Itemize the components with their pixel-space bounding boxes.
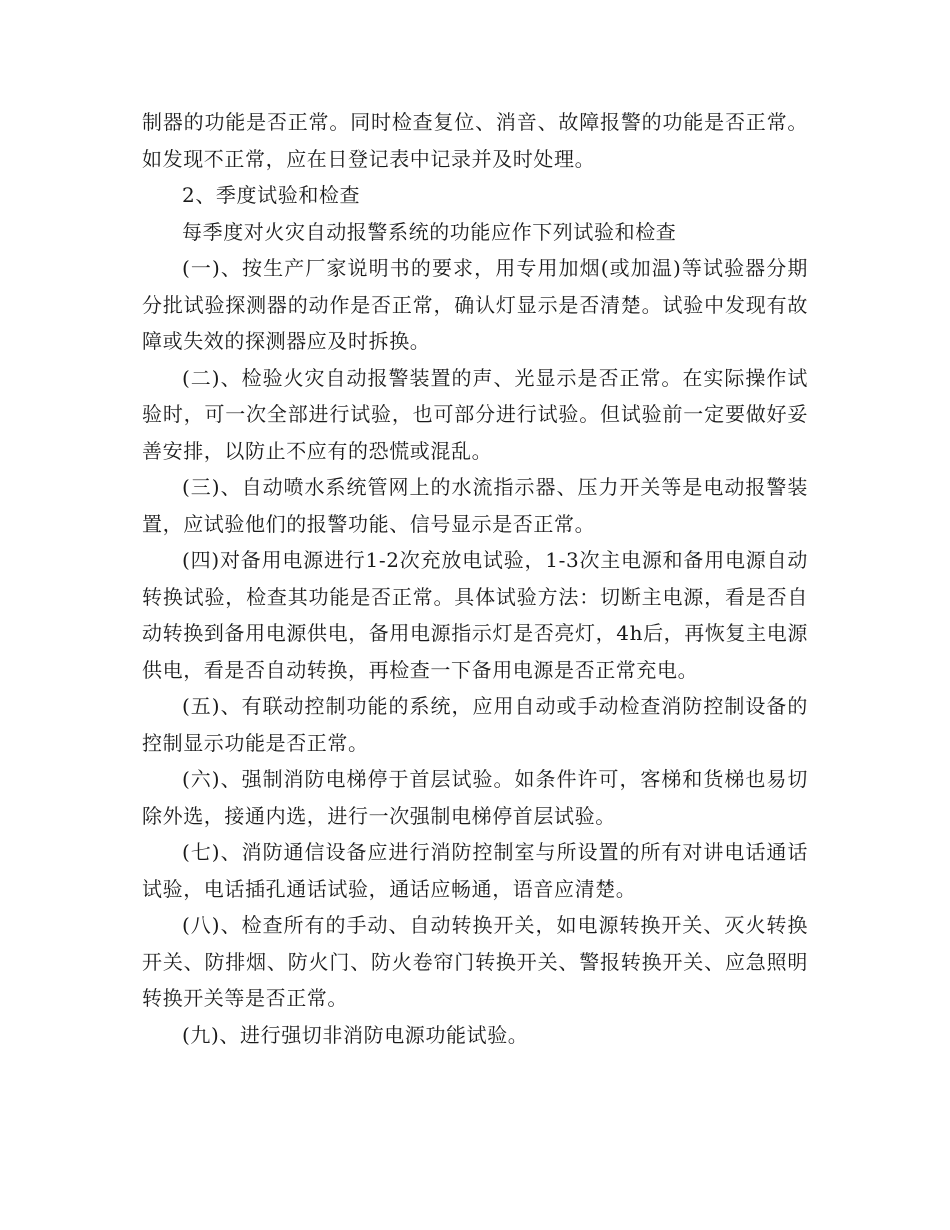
section-heading-quarterly-test: 2、季度试验和检查	[182, 183, 361, 207]
paragraph-intro: 每季度对火灾自动报警系统的功能应作下列试验和检查	[182, 219, 677, 244]
paragraph-item-5: (五)、有联动控制功能的系统，应用自动或手动检查消防控制设备的控制显示功能是否正常。	[142, 694, 808, 755]
paragraph-item-7: (七)、消防通信设备应进行消防控制室与所设置的所有对讲电话通话试验，电话插孔通话试验，通话应畅通，语音应清楚。	[142, 840, 808, 901]
paragraph-item-1: (一)、按生产厂家说明书的要求，用专用加烟(或加温)等试验器分期分批试验探测器的动作是否正常，确认灯显示是否清楚。试验中发现有故障或失效的探测器应及时拆换。	[142, 256, 808, 353]
paragraph-item-4: (四)对备用电源进行1-2次充放电试验，1-3次主电源和备用电源自动转换试验，检查其功能是否正常。具体试验方法：切断主电源，看是否自动转换到备用电源供电，备用电源指示灯是否亮灯，4h后，再恢复主电源供电，看是否自动转换，再检查一下备用电源是否正常充电。	[142, 548, 808, 682]
paragraph-item-2: (二)、检验火灾自动报警装置的声、光显示是否正常。在实际操作试验时，可一次全部进行试验，也可部分进行试验。但试验前一定要做好妥善安排，以防止不应有的恐慌或混乱。	[142, 365, 808, 463]
paragraph-continuation: 制器的功能是否正常。同时检查复位、消音、故障报警的功能是否正常。如发现不正常，应在日登记表中记录并及时处理。	[142, 110, 808, 171]
paragraph-item-3: (三)、自动喷水系统管网上的水流指示器、压力开关等是电动报警装置，应试验他们的报警功能、信号显示是否正常。	[142, 475, 808, 536]
paragraph-item-8: (八)、检查所有的手动、自动转换开关，如电源转换开关、灭火转换开关、防排烟、防火门、防火卷帘门转换开关、警报转换开关、应急照明转换开关等是否正常。	[142, 913, 808, 1010]
paragraph-item-9: (九)、进行强切非消防电源功能试验。	[182, 1022, 529, 1047]
document-body	[142, 104, 808, 1053]
paragraph-item-6: (六)、强制消防电梯停于首层试验。如条件许可，客梯和货梯也易切除外选，接通内选，进行一次强制电梯停首层试验。	[142, 767, 808, 828]
